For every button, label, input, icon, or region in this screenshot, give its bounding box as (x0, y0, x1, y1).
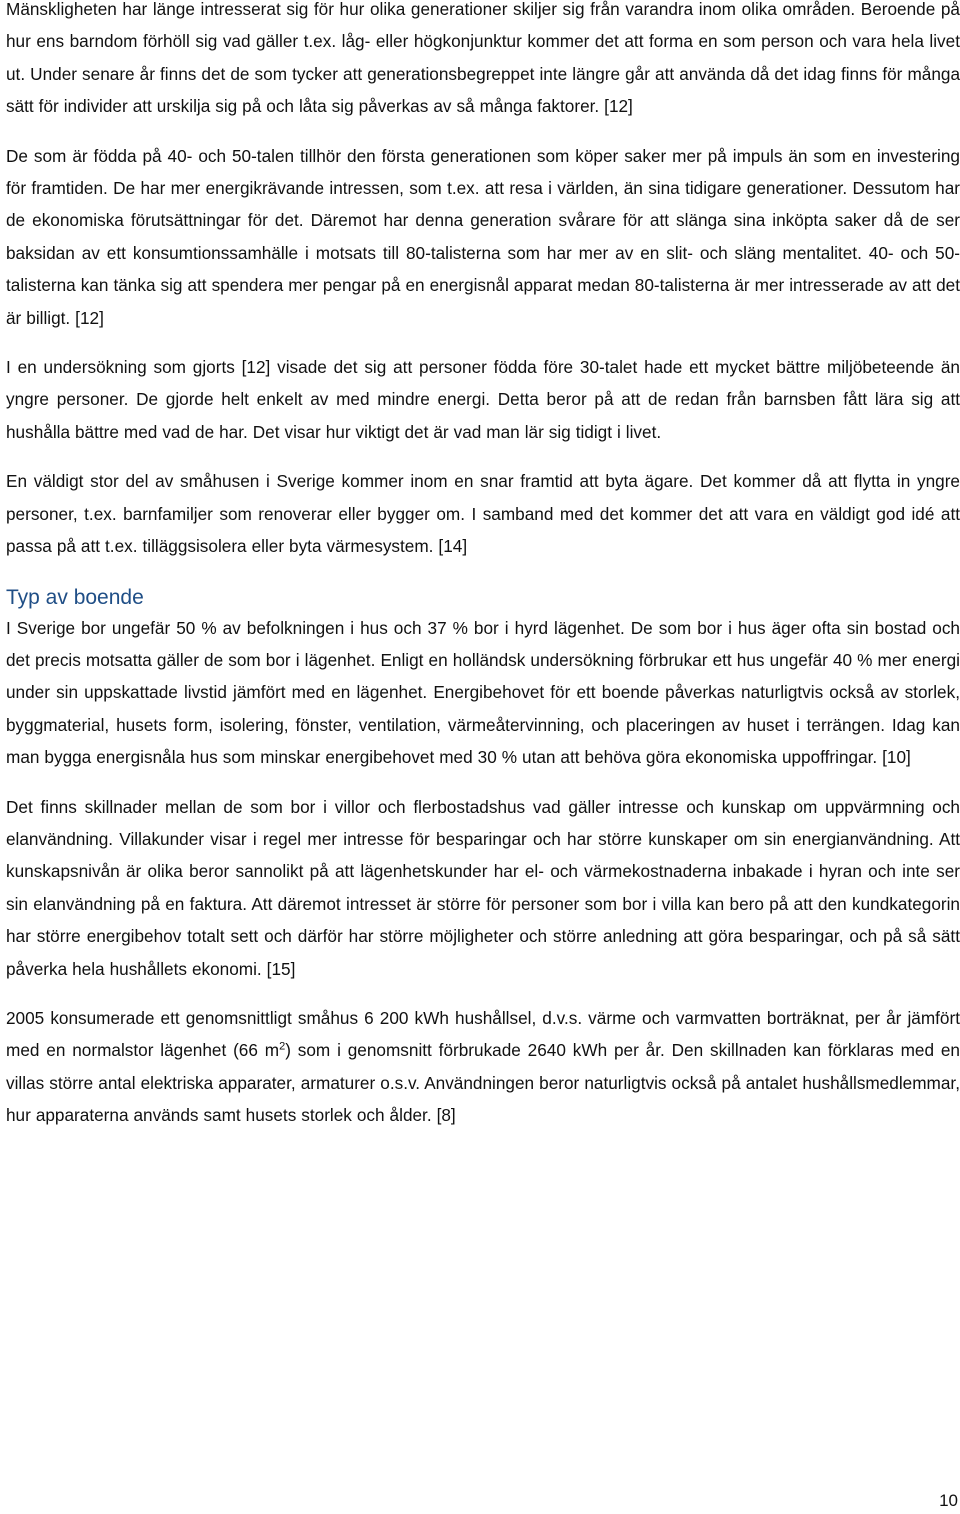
page-number: 10 (939, 1491, 958, 1510)
paragraph-small-houses: En väldigt stor del av småhusen i Sverige kommer inom en snar framtid att byta ägare. Det kommer då att flytta in yngre personer, t.ex. barnfamiljer som renoverar eller bygger om. I samband med det kommer det att vara en väldigt god idé att passa på att t.ex. tilläggsisolera eller byta värmesystem. [14] (6, 471, 960, 557)
section-heading-housing-type: Typ av boende (6, 585, 144, 609)
paragraph-household-electricity-part1: 2005 konsumerade ett genomsnittligt småhus 6 200 kWh hushållsel, d.v.s. värme och varmvatten borträknat, per år jämfört med en normalstor lägenhet (66 m (6, 1007, 960, 1061)
paragraph-villa-vs-apartment: Det finns skillnader mellan de som bor i villor och flerbostadshus vad gäller intresse och kunskap om uppvärmning och elanvändning. Villakunder visar i regel mer intresse för besparingar och har större kunskaper om sin energianvändning. Att kunskapsnivån är olika beror sannolikt på att lägenhetskunder har el- och värmekostnaderna inbakade i hyran och inte ser sin elanvändning på en faktura. Att däremot intresset är större för personer som bor i villa kan bero på att den kundkategorin har större energibehov totalt sett och därför har större möjligheter och större anledning att göra besparingar, och på så sätt påverka hela hushållets ekonomi. [15] (6, 796, 960, 979)
paragraph-40s-50s-generation: De som är födda på 40- och 50-talen tillhör den första generationen som köper saker mer på impuls än som en investering för framtiden. De har mer energikrävande intressen, som t.ex. att resa i världen, än sina tidigare generationer. Dessutom har de ekonomiska förutsättningar för det. Däremot har denna generation svårare för att slänga sina inköpta saker då de ser baksidan av ett konsumtionssamhälle i motsats till 80-talisterna som har mer av en slit- och släng mentalitet. 40- och 50-talisterna kan tänka sig att spendera mer pengar på en energisnål apparat medan 80-talisterna är mer intresserade av att det är billigt. [12] (6, 145, 960, 328)
paragraph-housing-energy: I Sverige bor ungefär 50 % av befolkningen i hus och 37 % bor i hyrd lägenhet. De som bor i hus äger ofta sin bostad och det precis motsatta gäller de som bor i lägenhet. Enligt en holländsk undersökning förbrukar ett hus ungefär 40 % mer energi under sin uppskattade livstid jämfört med en lägenhet. Energibehovet för ett boende påverkas naturligtvis också av storlek, byggmaterial, husets form, isolering, fönster, ventilation, värmeåtervinning, och placeringen av huset i terrängen. Idag kan man bygga energisnåla hus som minskar energibehovet med 30 % utan att behöva göra ekonomiska uppoffringar. [10] (6, 617, 960, 768)
document-page (6, 0, 960, 1149)
paragraph-survey-30s: I en undersökning som gjorts [12] visade det sig att personer födda före 30-talet hade ett mycket bättre miljöbeteende än yngre personer. De gjorde helt enkelt av med mindre energi. Detta beror på att de redan från barnsben fått lära sig att hushålla bättre med vad de har. Det visar hur viktigt det är vad man lär sig tidigt i livet. (6, 357, 960, 442)
paragraph-generations-intro: Mänskligheten har länge intresserat sig för hur olika generationer skiljer sig från varandra inom olika områden. Beroende på hur ens barndom förhöll sig vad gäller t.ex. låg- eller högkonjunktur kommer det att forma en som person och vara hela livet ut. Under senare år finns det de som tycker att generationsbegreppet inte längre går att använda då det idag finns för många sätt för individer att urskilja sig på och låta sig påverkas av så många faktorer. [12] (6, 0, 960, 117)
paragraph-household-electricity-part2: ) som i genomsnitt förbrukade 2640 kWh per år. Den skillnaden kan förklaras med en villas större antal elektriska apparater, armaturer o.s.v. Användningen beror naturligtvis också på antalet hushållsmedlemmar, hur apparaterna används samt husets storlek och ålder. [8] (6, 1040, 960, 1126)
superscript-squared: 2 (279, 1040, 286, 1053)
paragraph-household-electricity (6, 1002, 960, 1132)
